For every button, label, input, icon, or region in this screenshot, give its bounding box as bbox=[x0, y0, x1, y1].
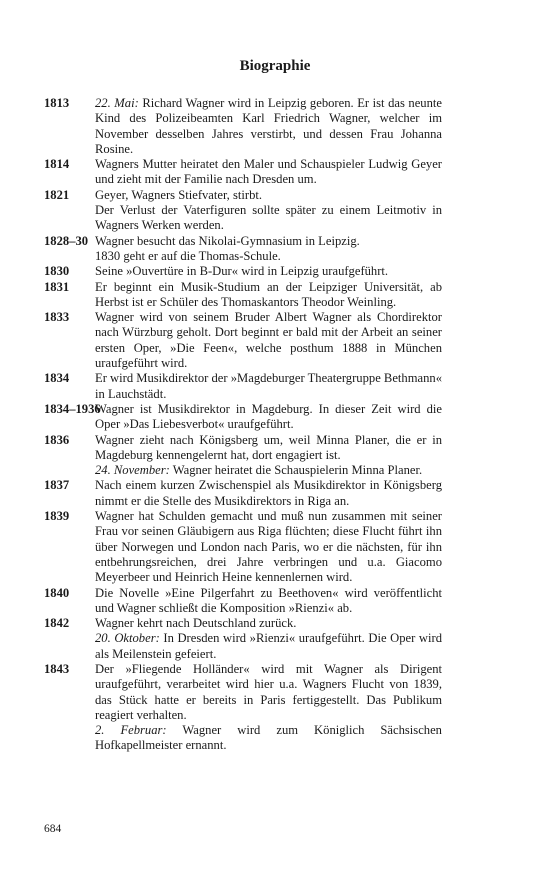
entry-year: 1834 bbox=[44, 371, 70, 386]
entry-text: Wagner kehrt nach Deutschland zurück. bbox=[95, 616, 297, 631]
entry-text: 1830 geht er auf die Thomas-Schule. bbox=[95, 248, 281, 263]
entry-text: Nach einem kurzen Zwischenspiel als Musikdirektor in Königsberg nimmt er die Stelle des Musikdirektors in Riga an. bbox=[95, 478, 442, 508]
entry-body bbox=[95, 662, 442, 754]
entry-body bbox=[95, 96, 442, 157]
entry-text: Seine »Ouvertüre in B-Dur« wird in Leipzig uraufgeführt. bbox=[95, 264, 389, 279]
entry-year: 1843 bbox=[44, 661, 70, 676]
entry-year: 1833 bbox=[44, 310, 70, 325]
entry-year: 1839 bbox=[44, 509, 70, 524]
entry-body bbox=[95, 478, 442, 509]
entry-paragraph bbox=[95, 310, 442, 371]
timeline-entry bbox=[44, 433, 442, 479]
entry-text: Er wird Musikdirektor der »Magdeburger Theatergruppe Bethmann« in Lauchstädt. bbox=[95, 371, 442, 401]
entry-paragraph bbox=[95, 234, 442, 249]
entry-text: Der Verlust der Vaterfiguren sollte später zu einem Leitmotiv in Wagners Werken werden. bbox=[95, 203, 442, 233]
entry-body bbox=[95, 264, 442, 279]
entry-body bbox=[95, 616, 442, 662]
entry-paragraph bbox=[95, 662, 442, 723]
entry-date: 20. Oktober: bbox=[95, 631, 160, 646]
entry-text: Wagner hat Schulden gemacht und muß nun zusammen mit seiner Frau vor seinen Gläubigern aus Riga flüchten; diese Flucht führt ihn über Norwegen und London nach Paris, wo er die nächsten, für ihn entbehrungsreichen, drei Jahre verbringen und u.a. Giacomo Meyerbeer und Heinrich Heine kennenlernen wird. bbox=[95, 509, 442, 585]
entry-body bbox=[95, 371, 442, 402]
entry-paragraph bbox=[95, 188, 442, 203]
timeline-entry bbox=[44, 96, 442, 157]
entry-paragraph bbox=[95, 280, 442, 311]
entry-paragraph bbox=[95, 463, 442, 478]
entry-text: Geyer, Wagners Stiefvater, stirbt. bbox=[95, 187, 263, 202]
entry-paragraph bbox=[95, 723, 442, 754]
timeline-entry bbox=[44, 478, 442, 509]
entry-paragraph bbox=[95, 586, 442, 617]
entry-paragraph bbox=[95, 631, 442, 662]
entry-paragraph bbox=[95, 433, 442, 464]
entry-paragraph bbox=[95, 264, 442, 279]
entry-body bbox=[95, 402, 442, 433]
timeline-entry bbox=[44, 371, 442, 402]
entry-text: Richard Wagner wird in Leipzig geboren. Er ist das neunte Kind des Polizeibeamten Karl Friedrich Wagner, welcher im November desselben Jahres verstirbt, und dessen Frau Johanna Rosine. bbox=[95, 96, 442, 156]
biography-timeline bbox=[44, 96, 442, 754]
entry-text: Der »Fliegende Holländer« wird mit Wagner als Dirigent uraufgeführt, verarbeitet wird hier u.a. Wagners Flucht von 1839, das Stück hatte er bereits in Paris fertiggestellt. Das Publikum reagiert verhalten. bbox=[95, 661, 442, 722]
entry-year: 1831 bbox=[44, 279, 70, 294]
entry-text: Wagner zieht nach Königsberg um, weil Minna Planer, die er in Magdeburg kennengelernt hat, dort engagiert ist. bbox=[95, 432, 442, 462]
entry-year: 1814 bbox=[44, 157, 70, 172]
entry-body bbox=[95, 433, 442, 479]
entry-body bbox=[95, 280, 442, 311]
entry-body bbox=[95, 188, 442, 234]
entry-text: Die Novelle »Eine Pilgerfahrt zu Beethoven« wird veröffentlicht und Wagner schließt die Komposition »Rienzi« ab. bbox=[95, 585, 442, 615]
entry-year: 1840 bbox=[44, 585, 70, 600]
entry-body bbox=[95, 234, 442, 265]
timeline-entry bbox=[44, 310, 442, 371]
timeline-entry bbox=[44, 586, 442, 617]
entry-paragraph bbox=[95, 402, 442, 433]
entry-year: 1828–30 bbox=[44, 233, 89, 248]
entry-body bbox=[95, 509, 442, 585]
entry-date: 22. Mai: bbox=[95, 96, 139, 110]
entry-year: 1830 bbox=[44, 264, 70, 279]
entry-text: Wagner wird von seinem Bruder Albert Wagner als Chordirektor nach Würzburg geholt. Dort beginnt er bald mit der Arbeit an seiner ersten Oper, »Die Feen«, welche posthum 1888 in München uraufgeführt wird. bbox=[95, 310, 442, 371]
entry-paragraph bbox=[95, 509, 442, 585]
entry-text: Wagners Mutter heiratet den Maler und Schauspieler Ludwig Geyer und zieht mit der Familie nach Dresden um. bbox=[95, 157, 442, 187]
entry-body bbox=[95, 586, 442, 617]
entry-year: 1836 bbox=[44, 432, 70, 447]
entry-text: Wagner heiratet die Schauspielerin Minna Planer. bbox=[169, 463, 423, 478]
entry-date: 2. Februar: bbox=[95, 723, 167, 738]
entry-text: Wagner ist Musikdirektor in Magdeburg. In dieser Zeit wird die Oper »Das Liebesverbot« uraufgeführt. bbox=[95, 401, 442, 432]
timeline-entry bbox=[44, 509, 442, 585]
entry-year: 1834–1936 bbox=[44, 401, 101, 416]
entry-text: Wagner besucht das Nikolai-Gymnasium in Leipzig. bbox=[95, 233, 360, 248]
entry-paragraph bbox=[95, 616, 442, 631]
timeline-entry bbox=[44, 616, 442, 662]
timeline-entry bbox=[44, 280, 442, 311]
entry-body bbox=[95, 157, 442, 188]
entry-paragraph bbox=[95, 478, 442, 509]
entry-paragraph bbox=[95, 157, 442, 188]
timeline-entry bbox=[44, 157, 442, 188]
entry-paragraph bbox=[95, 203, 442, 234]
entry-body bbox=[95, 310, 442, 371]
page-title: Biographie bbox=[239, 58, 311, 74]
timeline-entry bbox=[44, 662, 442, 754]
entry-year: 1813 bbox=[44, 96, 70, 110]
entry-paragraph bbox=[95, 96, 442, 157]
timeline-entry bbox=[44, 402, 442, 433]
entry-text: Wagner wird zum Königlich Sächsischen Hofkapellmeister ernannt. bbox=[95, 723, 442, 753]
entry-year: 1837 bbox=[44, 478, 70, 493]
entry-text: In Dresden wird »Rienzi« uraufgeführt. Die Oper wird als Meilenstein gefeiert. bbox=[95, 631, 442, 661]
entry-text: Er beginnt ein Musik-Studium an der Leipziger Universität, ab Herbst ist er Schüler des Thomaskantors Theodor Weinling. bbox=[95, 279, 442, 309]
timeline-entry bbox=[44, 264, 442, 279]
entry-year: 1821 bbox=[44, 187, 70, 202]
entry-year: 1842 bbox=[44, 616, 70, 631]
page-number: 684 bbox=[44, 823, 62, 835]
entry-paragraph bbox=[95, 249, 442, 264]
timeline-entry bbox=[44, 234, 442, 265]
entry-date: 24. November: bbox=[95, 463, 170, 478]
timeline-entry bbox=[44, 188, 442, 234]
entry-paragraph bbox=[95, 371, 442, 402]
